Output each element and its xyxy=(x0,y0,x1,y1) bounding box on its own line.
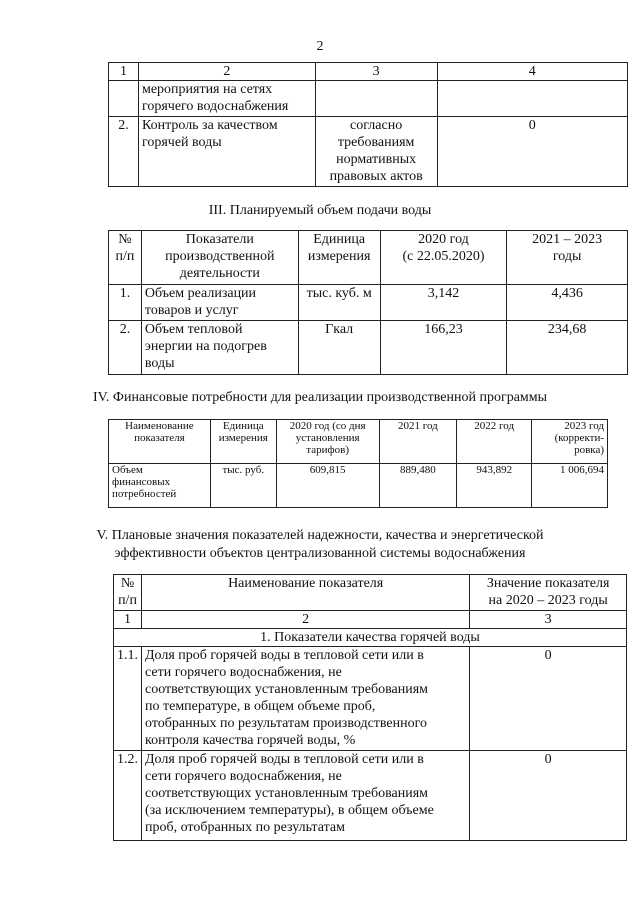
header-name: Наименование показателя xyxy=(142,575,470,611)
measure-name: мероприятия на сетях горячего водоснабжения xyxy=(138,81,315,117)
indicator-text: Доля проб горячей воды в тепловой сети или в сети горячего водоснабжения, не соответствующих установленным требованиям по температуре, в общем объеме проб, отобранных по результатам производственного контроля качества горячей воды, % xyxy=(142,647,470,751)
col-number-2: 2 xyxy=(138,63,315,81)
table-indicators xyxy=(113,574,627,841)
indicator-unit: Гкал xyxy=(298,321,380,375)
table-header-row xyxy=(109,420,608,464)
page-number: 2 xyxy=(316,39,324,54)
table-row xyxy=(109,321,628,375)
indicator-name: Объем тепловой энергии на подогрев воды xyxy=(141,321,298,375)
row-number: 2. xyxy=(109,117,139,187)
group-title: 1. Показатели качества горячей воды xyxy=(114,629,627,647)
header-num: № п/п xyxy=(114,575,142,611)
header-2020: 2020 год (с 22.05.2020) xyxy=(380,231,507,285)
header-2021: 2021 год xyxy=(379,420,457,464)
value-2021-2023: 4,436 xyxy=(507,285,628,321)
measure-period xyxy=(315,81,437,117)
value-2023: 1 006,694 xyxy=(532,464,608,508)
row-number: 1. xyxy=(109,285,142,321)
table-row xyxy=(109,464,608,508)
measure-value xyxy=(437,81,627,117)
col-number-4: 4 xyxy=(437,63,627,81)
col-number-3: 3 xyxy=(315,63,437,81)
header-name: Наименование показателя xyxy=(109,420,211,464)
table-row xyxy=(109,81,628,117)
header-unit: Единица измерения xyxy=(210,420,276,464)
row-number: 1.1. xyxy=(114,647,142,751)
table-row xyxy=(109,285,628,321)
header-2022: 2022 год xyxy=(457,420,532,464)
financial-unit: тыс. руб. xyxy=(210,464,276,508)
header-2021-2023: 2021 – 2023 годы xyxy=(507,231,628,285)
value-2020: 609,815 xyxy=(276,464,379,508)
value-2021-2023: 234,68 xyxy=(507,321,628,375)
row-number: 2. xyxy=(109,321,142,375)
value-2020: 166,23 xyxy=(380,321,507,375)
col-number-3: 3 xyxy=(470,611,627,629)
section-5-title-line2: эффективности объектов централизованной системы водоснабжения xyxy=(114,546,526,561)
table-header-row xyxy=(109,63,628,81)
table-row xyxy=(109,117,628,187)
measure-value: 0 xyxy=(437,117,627,187)
section-5-title-line1: V. Плановые значения показателей надежности, качества и энергетической xyxy=(96,528,544,543)
table-water-supply xyxy=(108,230,628,375)
row-number: 1.2. xyxy=(114,751,142,841)
table-column-numbers xyxy=(114,611,627,629)
header-value: Значение показателя на 2020 – 2023 годы xyxy=(470,575,627,611)
table-continuation xyxy=(108,62,628,187)
indicator-value: 0 xyxy=(470,751,627,841)
table-group-row xyxy=(114,629,627,647)
table-financial-needs xyxy=(108,419,608,508)
table-header-row xyxy=(109,231,628,285)
row-number xyxy=(109,81,139,117)
header-indicator: Показатели производственной деятельности xyxy=(141,231,298,285)
indicator-unit: тыс. куб. м xyxy=(298,285,380,321)
col-number-1: 1 xyxy=(109,63,139,81)
value-2022: 943,892 xyxy=(457,464,532,508)
table-row xyxy=(114,751,627,841)
indicator-value: 0 xyxy=(470,647,627,751)
measure-name: Контроль за качеством горячей воды xyxy=(138,117,315,187)
indicator-text: Доля проб горячей воды в тепловой сети или в сети горячего водоснабжения, не соответствующих установленным требованиям (за исключением температуры), в общем объеме проб, отобранных по результатам xyxy=(142,751,470,841)
header-num: № п/п xyxy=(109,231,142,285)
section-4-title: IV. Финансовые потребности для реализации производственной программы xyxy=(92,390,548,405)
header-unit: Единица измерения xyxy=(298,231,380,285)
value-2021: 889,480 xyxy=(379,464,457,508)
col-number-1: 1 xyxy=(114,611,142,629)
table-row xyxy=(114,647,627,751)
col-number-2: 2 xyxy=(142,611,470,629)
header-2023: 2023 год (корректи- ровка) xyxy=(532,420,608,464)
header-2020: 2020 год (со дня установления тарифов) xyxy=(276,420,379,464)
financial-name: Объем финансовых потребностей xyxy=(109,464,211,508)
value-2020: 3,142 xyxy=(380,285,507,321)
section-3-title: III. Планируемый объем подачи воды xyxy=(208,203,432,218)
measure-period: согласно требованиям нормативных правовых актов xyxy=(315,117,437,187)
table-header-row xyxy=(114,575,627,611)
indicator-name: Объем реализации товаров и услуг xyxy=(141,285,298,321)
